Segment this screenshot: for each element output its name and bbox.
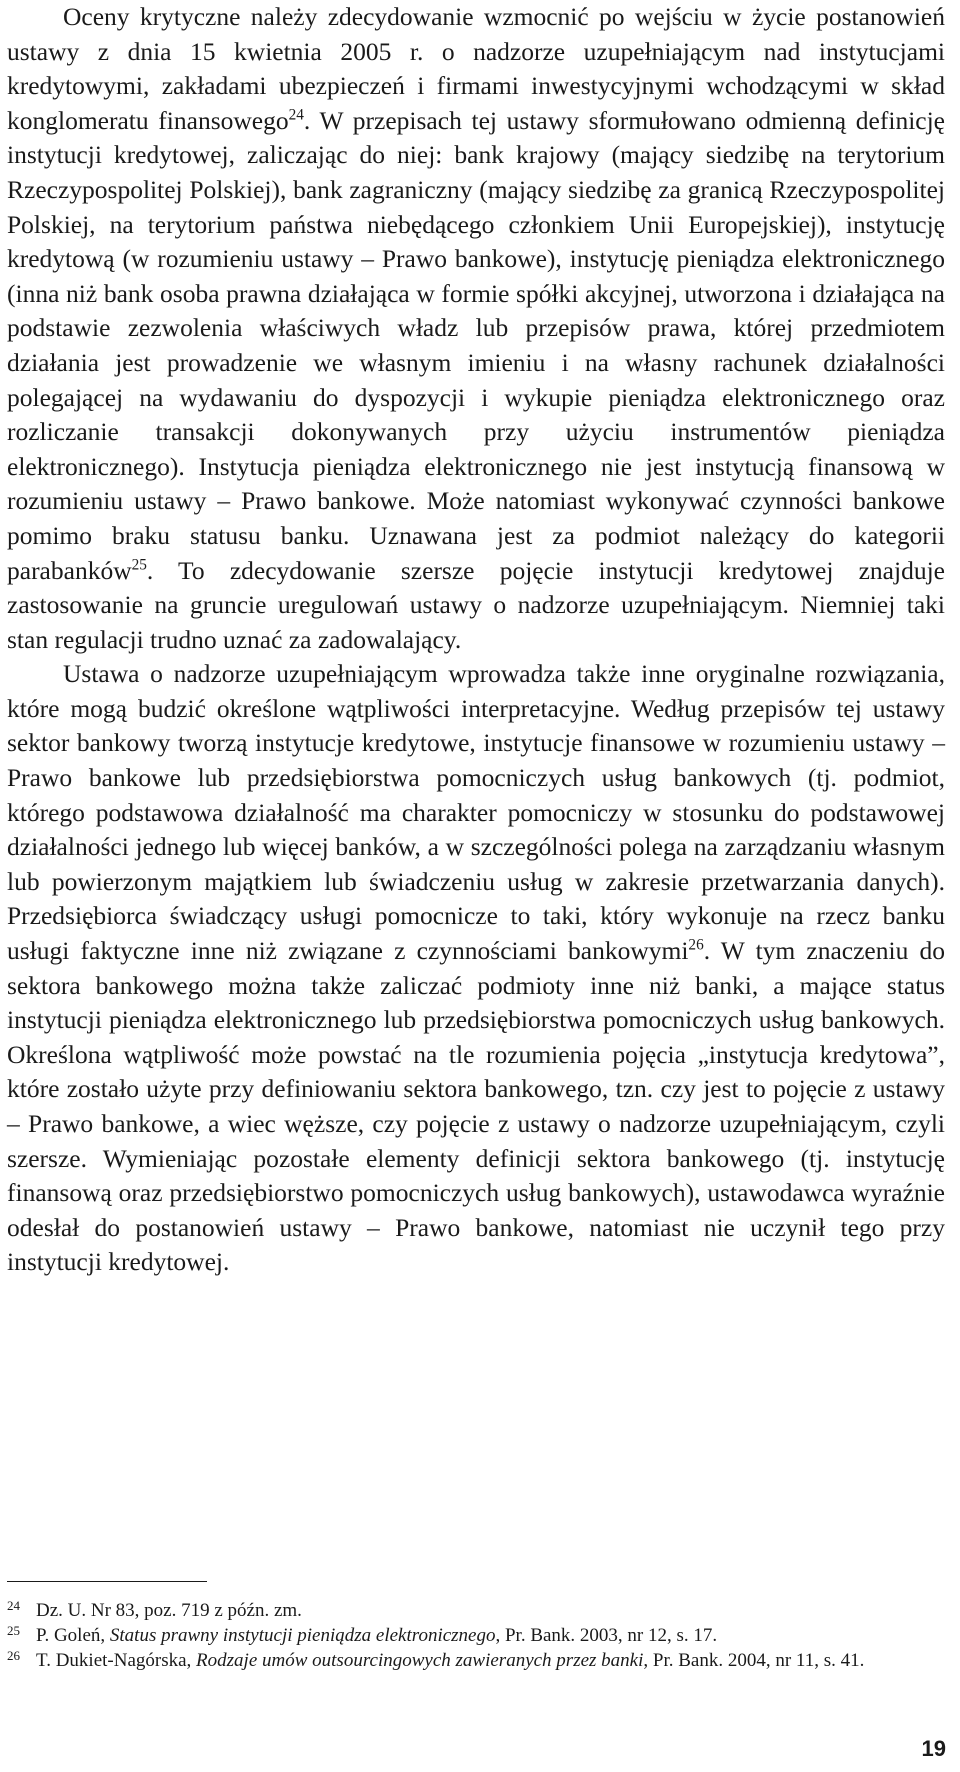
footnote-divider: [7, 1581, 207, 1582]
footnote-text: Dz. U. Nr 83, poz. 719 z późn. zm.: [36, 1600, 302, 1621]
paragraph-text: Oceny krytyczne należy zdecydowanie wzmocnić po wejściu w życie postanowień ustawy z dnia 15 kwietnia 2005 r. o nadzorze uzupełniającym nad instytucjami kredytowymi, zakładami ubezpieczeń i firmami inwestycyjnymi wchodzącymi w skład konglomeratu finansowego: [7, 2, 945, 135]
footnotes: [7, 1598, 945, 1673]
footnote-title: Rodzaje umów outsourcingowych zawieranych przez banki: [196, 1650, 644, 1671]
paragraph-text: Ustawa o nadzorze uzupełniającym wprowadza także inne oryginalne rozwiązania, które mogą budzić określone wątpliwości interpretacyjne. Według przepisów tej ustawy sektor bankowy tworzą instytucje kredytowe, instytucje finansowe w rozumieniu ustawy – Prawo bankowe lub przedsiębiorstwa pomocniczych usług bankowych (tj. podmiot, którego podstawowa działalność ma charakter pomocniczy w stosunku do podstawowej działalności jednego lub więcej banków, a w szczególności polega na zarządzaniu własnym lub powierzonym majątkiem lub świadczeniu usług w zakresie przetwarzania danych). Przedsiębiorca świadczący usługi pomocnicze to taki, który wykonuje na rzecz banku usługi faktyczne inne niż związane z czynnościami bankowymi: [7, 659, 945, 966]
footnote-source: , Pr. Bank. 2004, nr 11, s. 41.: [643, 1650, 865, 1671]
paragraph-1: [7, 0, 945, 657]
paragraph-text: . W przepisach tej ustawy sformułowano odmienną definicję instytucji kredytowej, zaliczając do niej: bank krajowy (mający siedzibę na terytorium Rzeczypospolitej Polskiej), bank zagraniczny (mający siedzibę za granicą Rzeczypospolitej Polskiej, na terytorium państwa niebędącego członkiem Unii Europejskiej), instytucję kredytową (w rozumieniu ustawy – Prawo bankowe), instytucję pieniądza elektronicznego (inna niż bank osoba prawna działająca w formie spółki akcyjnej, utworzona i działająca na podstawie zezwolenia właściwych władz lub przepisów prawa, której przedmiotem działania jest prowadzenie we własnym imieniu i na własny rachunek działalności polegającej na wydawaniu do dyspozycji i wykupie pieniądza elektronicznego oraz rozliczanie transakcji dokonywanych przy użyciu instrumentów pieniądza elektronicznego). Instytucja pieniądza elektronicznego nie jest instytucją finansową w rozumieniu ustawy – Prawo bankowe. Może natomiast wykonywać czynności bankowe pomimo braku statusu banku. Uznawana jest za podmiot należący do kategorii parabanków: [7, 105, 946, 585]
footnote-number: 26: [7, 1648, 20, 1663]
page-number: 19: [921, 1736, 946, 1761]
paragraph-text: . W tym znaczeniu do sektora bankowego można także zaliczać podmioty inne niż banki, a mające status instytucji pieniądza elektronicznego lub przedsiębiorstwa pomocniczych usług bankowych. Określona wątpliwość może powstać na tle rozumienia pojęcia „instytucja kredytowa”, które zostało użyte przy definiowaniu sektora bankowego, tzn. czy jest to pojęcie z ustawy – Prawo bankowe, a wiec węższe, czy pojęcie z ustawy o nadzorze uzupełniającym, czyli szersze. Wymieniając pozostałe elementy definicji sektora bankowego (tj. instytucję finansową oraz przedsiębiorstwo pomocniczych usług bankowych), ustawodawca wyraźnie odesłał do postanowień ustawy – Prawo bankowe, natomiast nie uczynił tego przy instytucji kredytowej.: [7, 936, 945, 1277]
footnote-ref-25: 25: [131, 556, 147, 573]
footnote-ref-24: 24: [288, 106, 304, 124]
main-text: [7, 0, 945, 1280]
footnote-26: [7, 1648, 945, 1673]
footnote-number: 24: [7, 1598, 20, 1613]
footnote-25: [7, 1623, 945, 1648]
paragraph-2: [7, 657, 945, 1280]
paragraph-text: . To zdecydowanie szersze pojęcie instytucji kredytowej znajduje zastosowanie na gruncie uregulowań ustawy o nadzorze uzupełniającym. Niemniej taki stan regulacji trudno uznać za zadowalający.: [7, 555, 945, 654]
footnote-author: T. Dukiet-Nagórska,: [36, 1650, 197, 1671]
footnote-ref-26: 26: [688, 936, 704, 954]
footnote-number: 25: [7, 1623, 20, 1638]
footnote-title: Status prawny instytucji pieniądza elektronicznego: [109, 1625, 496, 1646]
footnote-24: [7, 1598, 945, 1623]
footnote-author: P. Goleń,: [36, 1625, 110, 1646]
footnote-source: , Pr. Bank. 2003, nr 12, s. 17.: [495, 1625, 718, 1646]
